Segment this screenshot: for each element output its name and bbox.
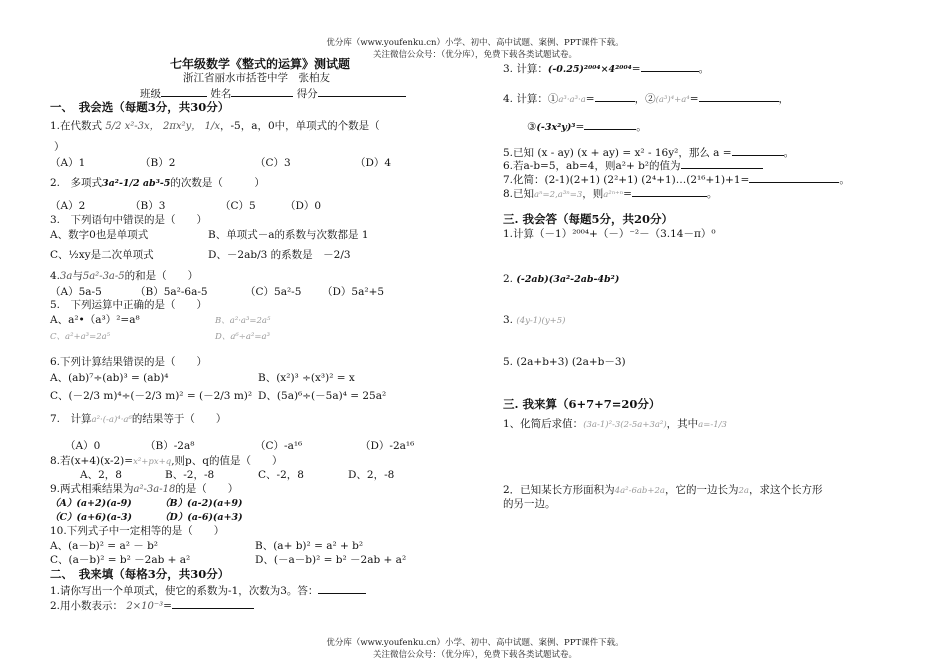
q3-option-d[interactable]: D、－2ab/3 的系数是 －2/3 xyxy=(208,249,351,261)
q8-post: ,则p、q的值是（ ） xyxy=(171,455,283,467)
q5-option-a[interactable]: A、a²•（a³）²=a⁸ xyxy=(50,314,140,326)
answer-3 xyxy=(503,314,565,328)
calc-2-post: ，求这个长方形 xyxy=(748,484,823,496)
q1-option-c[interactable]: （C）3 xyxy=(255,157,291,169)
answer-3-expr: (4y-1)(y+5) xyxy=(516,316,566,326)
q9-option-a[interactable] xyxy=(50,497,132,510)
fill-2-expr: 2×10⁻³ xyxy=(126,601,164,612)
score-label: 得分 xyxy=(296,88,318,100)
fill-5-text: 5.已知 (x - ay) (x + ay) = x² - 16y²，那么 a = xyxy=(503,147,732,159)
calc-1-where: ，其中 xyxy=(666,418,699,430)
section-4-heading: 三. 我来算（6+7+7=20分） xyxy=(503,397,661,411)
fill-8: 8.已知aⁿ=2,a³ⁿ=3，则a²ⁿ⁺ⁿ= 。 xyxy=(503,188,718,200)
q8-option-b[interactable]: B、-2，-8 xyxy=(165,469,215,481)
question-6: 6.下列计算结果错误的是（ ） xyxy=(50,356,208,368)
q9-option-c-expr: （C）(a+6)(a-3) xyxy=(50,512,132,523)
fill-5: 5.已知 (x - ay) (x + ay) = x² - 16y²，那么 a = 。 xyxy=(503,147,795,159)
q5-option-d-expr: D、a⁶÷a²=a³ xyxy=(215,332,270,342)
q8-option-a[interactable]: A、2，8 xyxy=(80,469,122,481)
calc-1 xyxy=(503,418,727,432)
q3-option-c[interactable]: C、½xy是二次单项式 xyxy=(50,249,154,261)
page-footer xyxy=(0,637,950,661)
answer-2 xyxy=(503,273,619,286)
question-5: 5. 下列运算中正确的是（ ） xyxy=(50,299,208,311)
fill-6-text: 6.若a-b=5，ab=4，则a²+ b²的值为 xyxy=(503,160,681,172)
fill-7: 7.化简：(2-1)(2+1) (2²+1) (2⁴+1)…(2¹⁶+1)+1= 。 xyxy=(503,174,850,186)
fill-7-text: 7.化简：(2-1)(2+1) (2²+1) (2⁴+1)…(2¹⁶+1)+1= xyxy=(503,174,750,186)
name-blank[interactable] xyxy=(231,86,293,97)
q2-post: 的次数是（ ） xyxy=(170,177,265,189)
fill-3-expr: (-0.25)²⁰⁰⁴×4²⁰⁰⁴ xyxy=(547,64,632,75)
q1-option-b[interactable]: （B）2 xyxy=(140,157,176,169)
q5-option-c-expr: C、a²+a³=2a⁵ xyxy=(50,332,111,342)
fill-3-text: 3. 计算： xyxy=(503,63,548,75)
q8-option-c[interactable]: C、-2，8 xyxy=(258,469,304,481)
q4-option-c[interactable]: （C）5a²-5 xyxy=(245,286,302,298)
fill-2-equals: = xyxy=(163,600,172,612)
student-info xyxy=(140,86,406,101)
q7-expr: a²·(-a)⁴·a⁶ xyxy=(91,415,132,425)
question-10: 10.下列式子中一定相等的是（ ） xyxy=(50,525,225,537)
fill-4-equals-2: = xyxy=(689,93,699,105)
name-label: 姓名 xyxy=(210,88,232,100)
q4-mid: 与 xyxy=(72,270,83,282)
q10-option-b[interactable]: B、(a+ b)² = a² + b² xyxy=(255,540,364,552)
exam-title: 七年级数学《整式的运算》测试题 xyxy=(170,57,351,71)
fill-2 xyxy=(50,598,254,613)
fill-8-text: 8.已知 xyxy=(503,188,535,200)
question-7 xyxy=(50,413,226,427)
q4-post: 的和是（ ） xyxy=(124,270,199,282)
fill-8-equals: = xyxy=(623,188,632,200)
answer-5: 5. (2a+b+3) (2a+b－3) xyxy=(503,356,626,368)
q2-option-d[interactable]: （D）0 xyxy=(285,200,322,212)
answer-2-number: 2. xyxy=(503,273,514,285)
question-1 xyxy=(50,120,380,133)
q1-expr-2: 2πx²y， xyxy=(163,121,202,132)
q1-option-a[interactable]: （A）1 xyxy=(50,157,86,169)
q1-number: 1. xyxy=(50,120,61,132)
q4-option-a[interactable]: （A）5a-5 xyxy=(50,286,102,298)
fill-4: 4. 计算：①a³·a³·a= ，②(a³)⁴+a⁴= ， xyxy=(503,93,790,105)
calc-2-line-2: 的另一边。 xyxy=(503,498,556,510)
answer-3-number: 3. xyxy=(503,314,514,326)
calc-2-text: 2．已知某长方形面积为 xyxy=(503,484,615,496)
q5-option-c[interactable] xyxy=(50,330,110,344)
q2-expr: 3a²-1/2 ab³-5 xyxy=(102,178,171,189)
q5-option-d[interactable] xyxy=(215,330,270,344)
question-8 xyxy=(50,455,282,469)
fill-4-text: 4. 计算：① xyxy=(503,93,559,105)
fill-3-blank[interactable] xyxy=(641,61,699,72)
q7-option-a[interactable]: （A）0 xyxy=(65,440,101,452)
q9-text: 9.两式相乘结果为 xyxy=(50,483,134,495)
fill-4-expr-3: (-3x²y)³ xyxy=(536,122,576,133)
fill-4-blank-3[interactable] xyxy=(584,119,636,130)
fill-4-equals-3: = xyxy=(575,121,585,133)
q3-option-a[interactable]: A、数字0也是单项式 xyxy=(50,229,149,241)
header-line-2: 关注微信公众号：（优分库），免费下载各类试题试卷。 xyxy=(372,50,577,60)
section-1-heading: 一、 我会选（每题3分，共30分） xyxy=(50,100,230,114)
fill-4-expr-2: (a³)⁴+a⁴ xyxy=(655,95,690,105)
calc-1-text: 1、化简后求值： xyxy=(503,418,584,430)
calc-2 xyxy=(503,484,822,498)
q4-option-d[interactable]: （D）5a²+5 xyxy=(322,286,385,298)
fill-4-part-3-label: ③ xyxy=(527,121,537,133)
q10-option-c[interactable]: C、(a－b)² = b² －2ab + a² xyxy=(50,554,191,566)
q2-option-c[interactable]: （C）5 xyxy=(220,200,256,212)
q4-expr-2: 5a²-3a-5 xyxy=(82,271,125,282)
calc-2-side-expr: 2a xyxy=(738,486,749,496)
q2-text: 2. 多项式 xyxy=(50,177,103,189)
q7-option-d[interactable]: （D）-2a¹⁶ xyxy=(360,440,415,452)
q8-expr: x²+px+q xyxy=(133,457,172,467)
fill-8-expr-1: aⁿ=2,a³ⁿ=3 xyxy=(534,190,583,200)
q9-option-b[interactable] xyxy=(160,497,242,510)
page-header xyxy=(0,37,950,61)
q4-option-b[interactable]: （B）5a²-6a-5 xyxy=(135,286,208,298)
q6-option-d[interactable]: D、(5a)⁶÷(－5a)⁴ = 25a² xyxy=(258,390,387,402)
fill-2-blank[interactable] xyxy=(172,598,254,609)
fill-3: 3. 计算：(-0.25)²⁰⁰⁴×4²⁰⁰⁴= 。 xyxy=(503,63,710,75)
fill-8-expr-2: a²ⁿ⁺ⁿ xyxy=(603,190,624,200)
class-blank[interactable] xyxy=(161,86,207,97)
q7-option-b[interactable]: （B）-2a⁸ xyxy=(145,440,195,452)
q4-expr-1: 3a xyxy=(60,271,73,282)
q6-option-a[interactable]: A、(ab)⁷÷(ab)³ = (ab)⁴ xyxy=(50,372,169,384)
q2-option-b[interactable]: （B）3 xyxy=(130,200,166,212)
q5-option-b[interactable] xyxy=(215,314,270,328)
section-2-heading: 二、 我来填（每格3分，共30分） xyxy=(50,567,230,581)
fill-1-blank[interactable] xyxy=(318,583,366,594)
fill-4-blank-2[interactable] xyxy=(699,91,779,102)
q10-option-d[interactable]: D、(－a－b)² = b² －2ab + a² xyxy=(255,554,407,566)
calc-1-expr: (3a-1)²-3(2-5a+3a²) xyxy=(583,420,667,430)
fill-1-text: 1.请你写出一个单项式，使它的系数为-1，次数为3。答： xyxy=(50,585,319,597)
footer-line-2: 关注微信公众号：（优分库），免费下载各类试题试卷。 xyxy=(372,650,577,660)
fill-4-mid: ，② xyxy=(634,93,656,105)
q1-expr-1: 5/2 x²-3x， xyxy=(105,121,160,132)
header-line-1: 优分库（www.youfenku.cn）小学、初中、高中试题、案例、PPT课件下载。 xyxy=(326,38,624,48)
fill-1 xyxy=(50,583,366,598)
fill-8-then: ，则 xyxy=(582,188,604,200)
fill-4-part-3: ③(-3x²y)³= 。 xyxy=(527,121,647,133)
footer-line-1: 优分库（www.youfenku.cn）小学、初中、高中试题、案例、PPT课件下载。 xyxy=(326,638,624,648)
question-3: 3. 下列语句中错误的是（ ） xyxy=(50,214,208,226)
q7-text: 7. 计算 xyxy=(50,413,92,425)
calc-2-area-expr: 4a²-6ab+2a xyxy=(614,486,665,496)
fill-5-blank[interactable] xyxy=(732,145,784,156)
q4-number: 4. xyxy=(50,270,61,282)
q9-option-a-expr: （A）(a+2)(a-9) xyxy=(50,498,132,509)
q1-option-d[interactable]: （D）4 xyxy=(355,157,392,169)
calc-2-mid: ，它的一边长为 xyxy=(664,484,739,496)
q6-option-c[interactable]: C、(－2/3 m)⁴÷(－2/3 m)² = (－2/3 m)² xyxy=(50,390,253,402)
q1-text: 在代数式 xyxy=(60,120,103,132)
fill-6 xyxy=(503,158,763,173)
q8-option-d[interactable]: D、2，-8 xyxy=(348,469,395,481)
question-4 xyxy=(50,270,198,283)
class-label: 班级 xyxy=(140,88,161,100)
school-author: 浙江省丽水市括苍中学 张柏友 xyxy=(183,72,330,84)
fill-4-blank-1[interactable] xyxy=(595,91,635,102)
q6-option-b[interactable]: B、(x²)³ ÷(x³)² = x xyxy=(258,372,355,384)
section-3-heading: 三. 我会答（每题5分，共20分） xyxy=(503,212,674,226)
answer-2-expr: (-2ab)(3a²-2ab-4b²) xyxy=(516,274,620,285)
q8-text: 8.若(x+4)(x-2)= xyxy=(50,455,134,467)
q10-option-a[interactable]: A、(a－b)² = a² － b² xyxy=(50,540,159,552)
q9-option-d-expr: （D）(a-6)(a+3) xyxy=(160,512,243,523)
q7-option-c[interactable]: （C）-a¹⁶ xyxy=(255,440,303,452)
calc-1-value: a=-1/3 xyxy=(698,420,727,430)
fill-4-expr-1: a³·a³·a xyxy=(558,95,586,105)
answer-1: 1.计算（－1）²⁰⁰⁴+（－）⁻²－（3.14－π）⁰ xyxy=(503,228,716,240)
q1-rest: ，-5，a，0中，单项式的个数是（ xyxy=(219,120,380,132)
q2-option-a[interactable]: （A）2 xyxy=(50,200,86,212)
q9-expr: a²-3a-18 xyxy=(133,484,176,495)
q9-post: 的是（ ） xyxy=(175,483,239,495)
q9-option-b-expr: （B）(a-2)(a+9) xyxy=(160,498,243,509)
question-2 xyxy=(50,177,265,190)
fill-2-text: 2.用小数表示： xyxy=(50,600,124,612)
q5-option-b-expr: B、a²·a³=2a⁵ xyxy=(215,316,271,326)
fill-3-equals: = xyxy=(631,63,641,75)
q1-expr-3: 1/x xyxy=(204,121,220,132)
fill-6-blank[interactable] xyxy=(681,158,763,169)
fill-8-blank[interactable] xyxy=(632,186,707,197)
q9-option-c[interactable] xyxy=(50,511,132,524)
fill-4-equals-1: = xyxy=(585,93,595,105)
q7-post: 的结果等于（ ） xyxy=(131,413,227,425)
question-9 xyxy=(50,483,238,496)
fill-7-blank[interactable] xyxy=(749,172,839,183)
score-blank[interactable] xyxy=(318,86,406,97)
q3-option-b[interactable]: B、单项式－a的系数与次数都是 1 xyxy=(208,229,369,241)
q1-close: ） xyxy=(54,141,65,153)
q9-option-d[interactable] xyxy=(160,511,243,524)
